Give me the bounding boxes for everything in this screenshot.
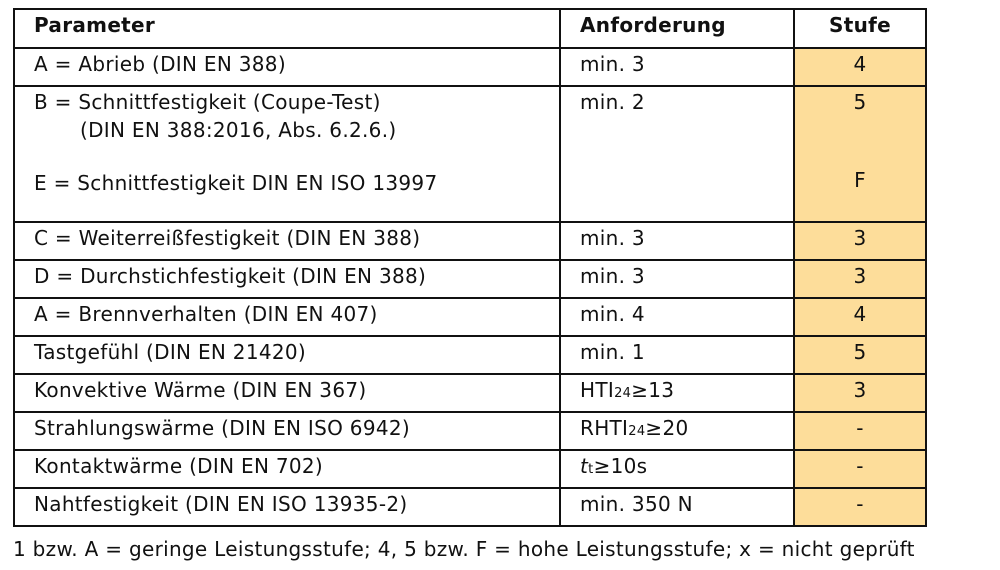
parameter-cell: Tastgefühl (DIN EN 21420)	[14, 336, 560, 374]
table-row	[14, 412, 926, 450]
anforderung-cell: min. 4	[560, 298, 794, 336]
stufe-cell: 5	[794, 336, 926, 374]
parameter-cell: A = Brennverhalten (DIN EN 407)	[14, 298, 560, 336]
stufe-cell: 3	[794, 222, 926, 260]
stufe-value: 5	[853, 90, 867, 114]
table-row	[14, 222, 926, 260]
anforderung-subscript: 24	[628, 424, 646, 439]
stufe-cell: 4	[794, 298, 926, 336]
anforderung-cell: min. 3	[560, 48, 794, 86]
parameter-cell: Kontaktwärme (DIN EN 702)	[14, 450, 560, 488]
anforderung-cell: min. 3	[560, 260, 794, 298]
stufe-value: F	[854, 168, 866, 192]
stufe-cell: -	[794, 412, 926, 450]
footnote: 1 bzw. A = geringe Leistungsstufe; 4, 5 bzw. F = hohe Leistungsstufe; x = nicht geprüft	[13, 537, 915, 561]
anforderung-cell: min. 3	[560, 222, 794, 260]
parameter-cell	[14, 86, 560, 222]
spacer	[795, 116, 925, 141]
anforderung-cell: min. 2	[560, 86, 794, 222]
table-row	[14, 488, 926, 526]
anforderung-cell: min. 350 N	[560, 488, 794, 526]
stufe-cell: 3	[794, 260, 926, 298]
table-row	[14, 86, 926, 222]
parameter-line: (DIN EN 388:2016, Abs. 6.2.6.)	[80, 118, 397, 142]
anforderung-suffix: ≥13	[631, 378, 675, 402]
table-row	[14, 260, 926, 298]
header-row	[14, 9, 926, 48]
anforderung-prefix: HTI	[580, 378, 615, 402]
table-row	[14, 48, 926, 86]
anforderung-suffix: ≥20	[645, 416, 689, 440]
parameter-cell: Nahtfestigkeit (DIN EN ISO 13935-2)	[14, 488, 560, 526]
anforderung-suffix: ≥10s	[593, 454, 648, 478]
table-row	[14, 374, 926, 412]
header-parameter: Parameter	[14, 9, 560, 48]
anforderung-prefix: t	[580, 454, 589, 478]
anforderung-cell	[560, 450, 794, 488]
requirements-table	[13, 8, 927, 527]
header-stufe: Stufe	[794, 9, 926, 48]
anforderung-subscript: 24	[614, 386, 632, 401]
stufe-cell: 4	[794, 48, 926, 86]
parameter-cell: Konvektive Wärme (DIN EN 367)	[14, 374, 560, 412]
parameter-line: B = Schnittfestigkeit (Coupe-Test)	[34, 90, 381, 114]
stufe-cell: -	[794, 450, 926, 488]
parameter-cell: A = Abrieb (DIN EN 388)	[14, 48, 560, 86]
table-row	[14, 298, 926, 336]
anforderung-cell: min. 1	[560, 336, 794, 374]
parameter-line: E = Schnittfestigkeit DIN EN ISO 13997	[34, 171, 438, 195]
spacer	[795, 141, 925, 166]
spacer	[34, 144, 559, 169]
anforderung-cell	[560, 412, 794, 450]
stufe-cell: -	[794, 488, 926, 526]
anforderung-cell	[560, 374, 794, 412]
anforderung-prefix: RHTI	[580, 416, 629, 440]
table-row	[14, 450, 926, 488]
parameter-cell: Strahlungswärme (DIN EN ISO 6942)	[14, 412, 560, 450]
parameter-cell: C = Weiterreißfestigkeit (DIN EN 388)	[14, 222, 560, 260]
header-anforderung: Anforderung	[560, 9, 794, 48]
anforderung-subscript: t	[588, 462, 594, 477]
table-row	[14, 336, 926, 374]
stufe-cell	[794, 86, 926, 222]
stufe-cell: 3	[794, 374, 926, 412]
parameter-cell: D = Durchstichfestigkeit (DIN EN 388)	[14, 260, 560, 298]
